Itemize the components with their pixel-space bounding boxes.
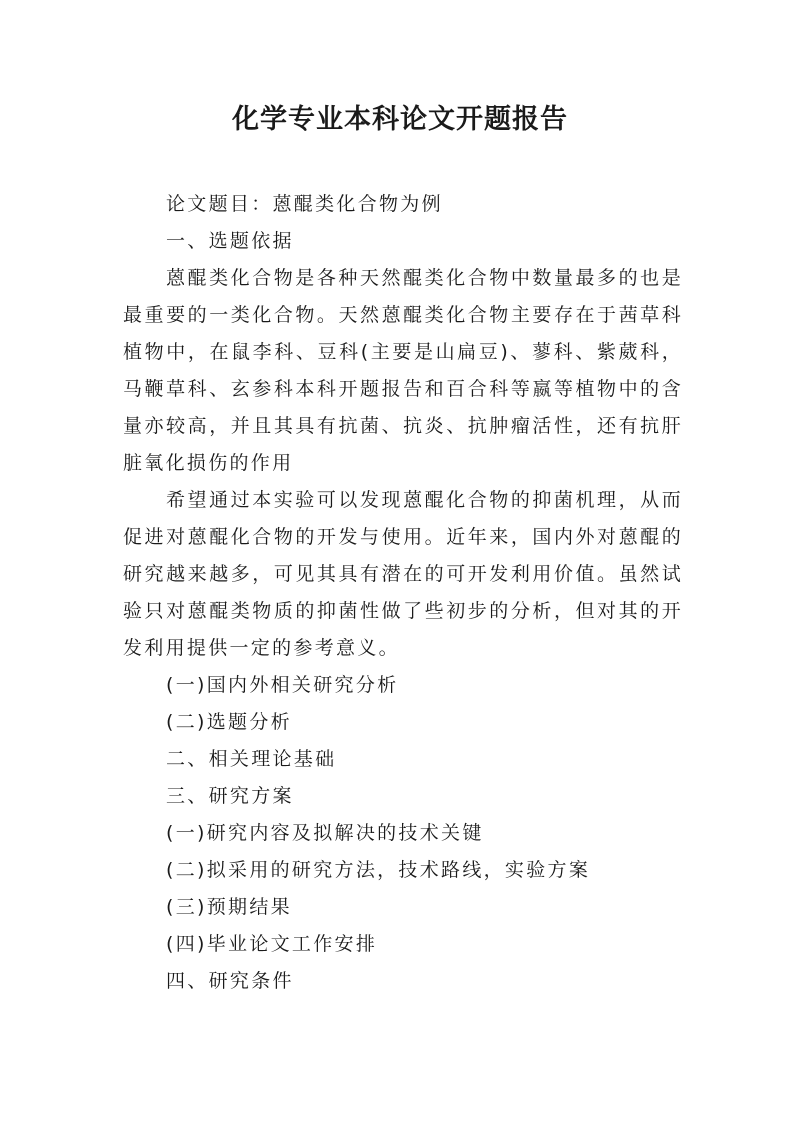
subsection-research-method: (二)拟采用的研究方法，技术路线，实验方案 [166,859,591,881]
paragraph-background: 蒽醌类化合物是各种天然醌类化合物中数量最多的也是最重要的一类化合物。天然蒽醌类化合物主要存在于茜草科植物中，在鼠李科、豆科(主要是山扁豆)、蓼科、紫葳科，马鞭草科、玄参科本科开题报告和百合科等嬴等植物中的含量亦较高，并且其具有抗菌、抗炎、抗肿瘤活性，还有抗肝脏氧化损伤的作用 [123,267,683,474]
subsection-research-content: (一)研究内容及拟解决的技术关键 [166,822,484,844]
subsection-expected-results: (三)预期结果 [166,896,292,918]
section-heading-plan: 三、研究方案 [166,785,294,807]
subsection-research-analysis: (一)国内外相关研究分析 [166,674,399,696]
thesis-topic: 论文题目：蒽醌类化合物为例 [166,193,443,215]
paragraph-purpose: 希望通过本实验可以发现蒽醌化合物的抑菌机理，从而促进对蒽醌化合物的开发与使用。近年来，国内外对蒽醌的研究越来越多，可见其具有潜在的可开发利用价值。虽然试验只对蒽醌类物质的抑菌性做了些初步的分析，但对其的开发利用提供一定的参考意义。 [123,489,683,659]
section-heading-conditions: 四、研究条件 [166,970,294,992]
subsection-work-schedule: (四)毕业论文工作安排 [166,933,378,955]
section-heading-basis: 一、选题依据 [166,230,294,252]
document-title: 化学专业本科论文开题报告 [232,104,568,135]
document-body [123,186,683,1000]
subsection-topic-analysis: (二)选题分析 [166,711,292,733]
section-heading-theory: 二、相关理论基础 [166,748,337,770]
